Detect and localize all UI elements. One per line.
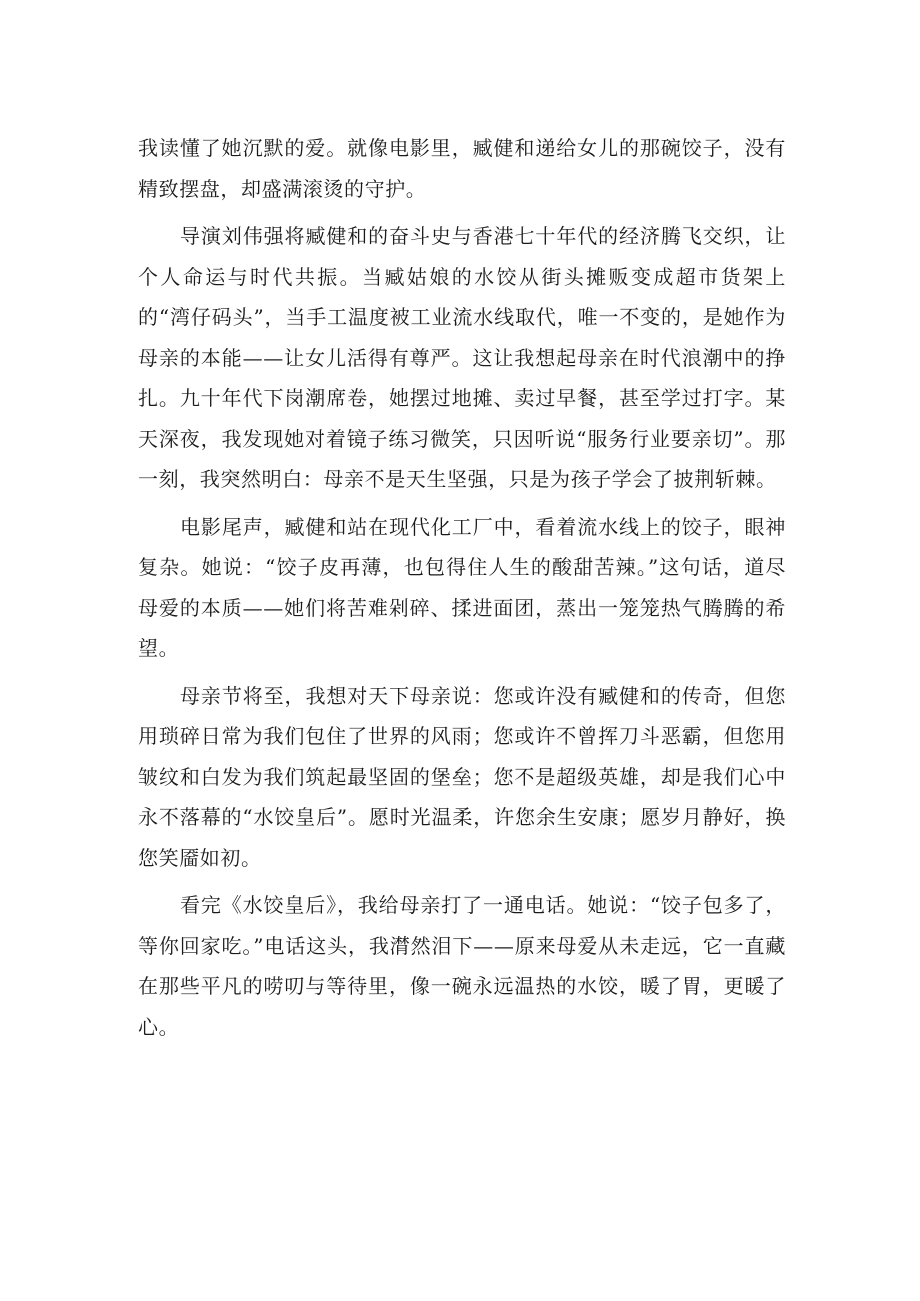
article-body (138, 128, 786, 1054)
paragraph-4: 母亲节将至，我想对天下母亲说：您或许没有臧健和的传奇，但您用琐碎日常为我们包住了世界的风雨；您或许不曾挥刀斗恶霸，但您用皱纹和白发为我们筑起最坚固的堡垒；您不是超级英雄，却是我们心中永不落幕的“水饺皇后”。愿时光温柔，许您余生安康；愿岁月静好，换您笑靥如初。 (138, 683, 786, 870)
paragraph-2: 导演刘伟强将臧健和的奋斗史与香港七十年代的经济腾飞交织，让个人命运与时代共振。当臧姑娘的水饺从街头摊贩变成超市货架上的“湾仔码头”，当手工温度被工业流水线取代，唯一不变的，是她作为母亲的本能——让女儿活得有尊严。这让我想起母亲在时代浪潮中的挣扎。九十年代下岗潮席卷，她摆过地摊、卖过早餐，甚至学过打字。某天深夜，我发现她对着镜子练习微笑，只因听说“服务行业要亲切”。那一刻，我突然明白：母亲不是天生坚强，只是为孩子学会了披荆斩棘。 (138, 224, 786, 491)
paragraph-5: 看完《水饺皇后》，我给母亲打了一通电话。她说：“饺子包多了，等你回家吃。”电话这头，我潸然泪下——原来母爱从未走远，它一直藏在那些平凡的唠叨与等待里，像一碗永远温热的水饺，暖了胃，更暖了心。 (138, 893, 786, 1039)
paragraph-1: 我读懂了她沉默的爱。就像电影里，臧健和递给女儿的那碗饺子，没有精致摆盘，却盛满滚烫的守护。 (138, 136, 786, 201)
paragraph-3: 电影尾声，臧健和站在现代化工厂中，看着流水线上的饺子，眼神复杂。她说：“饺子皮再薄，也包得住人生的酸甜苦辣。”这句话，道尽母爱的本质——她们将苦难剁碎、揉进面团，蒸出一笼笼热气腾腾的希望。 (138, 514, 786, 660)
